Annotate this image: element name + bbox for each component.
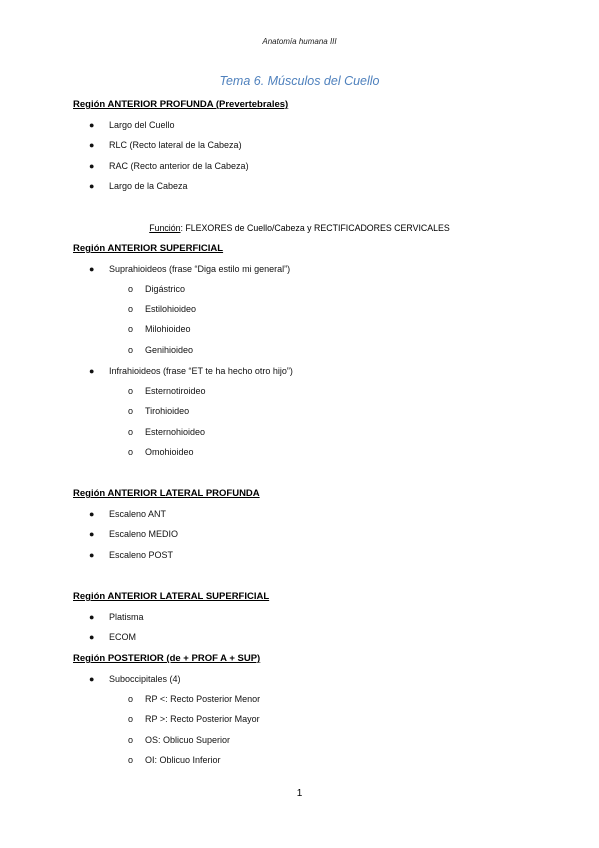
function-text: : FLEXORES de Cuello/Cabeza y RECTIFICADORES CERVICALES	[180, 223, 450, 233]
bullet-icon: ●	[89, 140, 95, 150]
list-item: Escaleno POST	[109, 550, 174, 560]
sub-list-item: Genihioideo	[145, 345, 194, 355]
sub-list-item: Estilohioideo	[145, 304, 197, 314]
sub-bullet-icon: o	[128, 427, 134, 437]
function-line	[0, 223, 599, 233]
list-item: ECOM	[109, 632, 136, 642]
sub-list-item: Esternohioideo	[145, 427, 206, 437]
bullet-icon: ●	[89, 529, 95, 539]
sub-bullet-icon: o	[128, 406, 134, 416]
list-item: Escaleno MEDIO	[109, 529, 179, 539]
sub-bullet-icon: o	[128, 694, 134, 704]
section-heading-anterior-lateral-superficial: Región ANTERIOR LATERAL SUPERFICIAL	[73, 591, 270, 602]
sub-list-item: Milohioideo	[145, 324, 191, 334]
function-label: Función	[149, 223, 181, 233]
list-item: Largo del Cuello	[109, 120, 175, 130]
section-heading-anterior-lateral-profunda: Región ANTERIOR LATERAL PROFUNDA	[73, 488, 260, 499]
list-item: RLC (Recto lateral de la Cabeza)	[109, 140, 242, 150]
running-header: Anatomía humana III	[262, 37, 337, 46]
section-heading-anterior-superficial: Región ANTERIOR SUPERFICIAL	[73, 243, 224, 254]
sub-bullet-icon: o	[128, 447, 134, 457]
section-heading-anterior-profunda: Región ANTERIOR PROFUNDA (Prevertebrales)	[73, 99, 289, 110]
sub-bullet-icon: o	[128, 735, 134, 745]
sub-bullet-icon: o	[128, 345, 134, 355]
bullet-icon: ●	[89, 550, 95, 560]
sub-list-item: Tirohioideo	[145, 406, 190, 416]
bullet-icon: ●	[89, 181, 95, 191]
bullet-icon: ●	[89, 509, 95, 519]
list-item: Escaleno ANT	[109, 509, 167, 519]
sub-list-item: RP >: Recto Posterior Mayor	[145, 714, 260, 724]
bullet-icon: ●	[89, 161, 95, 171]
list-item: Infrahioideos (frase “ET te ha hecho otro hijo”)	[109, 366, 293, 376]
bullet-icon: ●	[89, 632, 95, 642]
list-item: Suboccipitales (4)	[109, 674, 181, 684]
page-number: 1	[296, 788, 303, 799]
bullet-icon: ●	[89, 674, 95, 684]
page-title: Tema 6. Músculos del Cuello	[219, 74, 380, 88]
sub-bullet-icon: o	[128, 386, 134, 396]
sub-bullet-icon: o	[128, 755, 134, 765]
list-item: Suprahioideos (frase “Diga estilo mi general”)	[109, 264, 291, 274]
bullet-icon: ●	[89, 120, 95, 130]
sub-list-item: Esternotiroideo	[145, 386, 206, 396]
sub-list-item: Digástrico	[145, 284, 186, 294]
section-heading-posterior: Región POSTERIOR (de + PROF A + SUP)	[73, 653, 261, 664]
bullet-icon: ●	[89, 366, 95, 376]
list-item: Platisma	[109, 612, 144, 622]
sub-list-item: OI: Oblicuo Inferior	[145, 755, 221, 765]
bullet-icon: ●	[89, 264, 95, 274]
list-item: RAC (Recto anterior de la Cabeza)	[109, 161, 249, 171]
bullet-icon: ●	[89, 612, 95, 622]
sub-list-item: Omohioideo	[145, 447, 194, 457]
sub-bullet-icon: o	[128, 284, 134, 294]
sub-bullet-icon: o	[128, 304, 134, 314]
sub-bullet-icon: o	[128, 714, 134, 724]
sub-list-item: RP <: Recto Posterior Menor	[145, 694, 261, 704]
sub-list-item: OS: Oblicuo Superior	[145, 735, 231, 745]
list-item: Largo de la Cabeza	[109, 181, 188, 191]
sub-bullet-icon: o	[128, 324, 134, 334]
